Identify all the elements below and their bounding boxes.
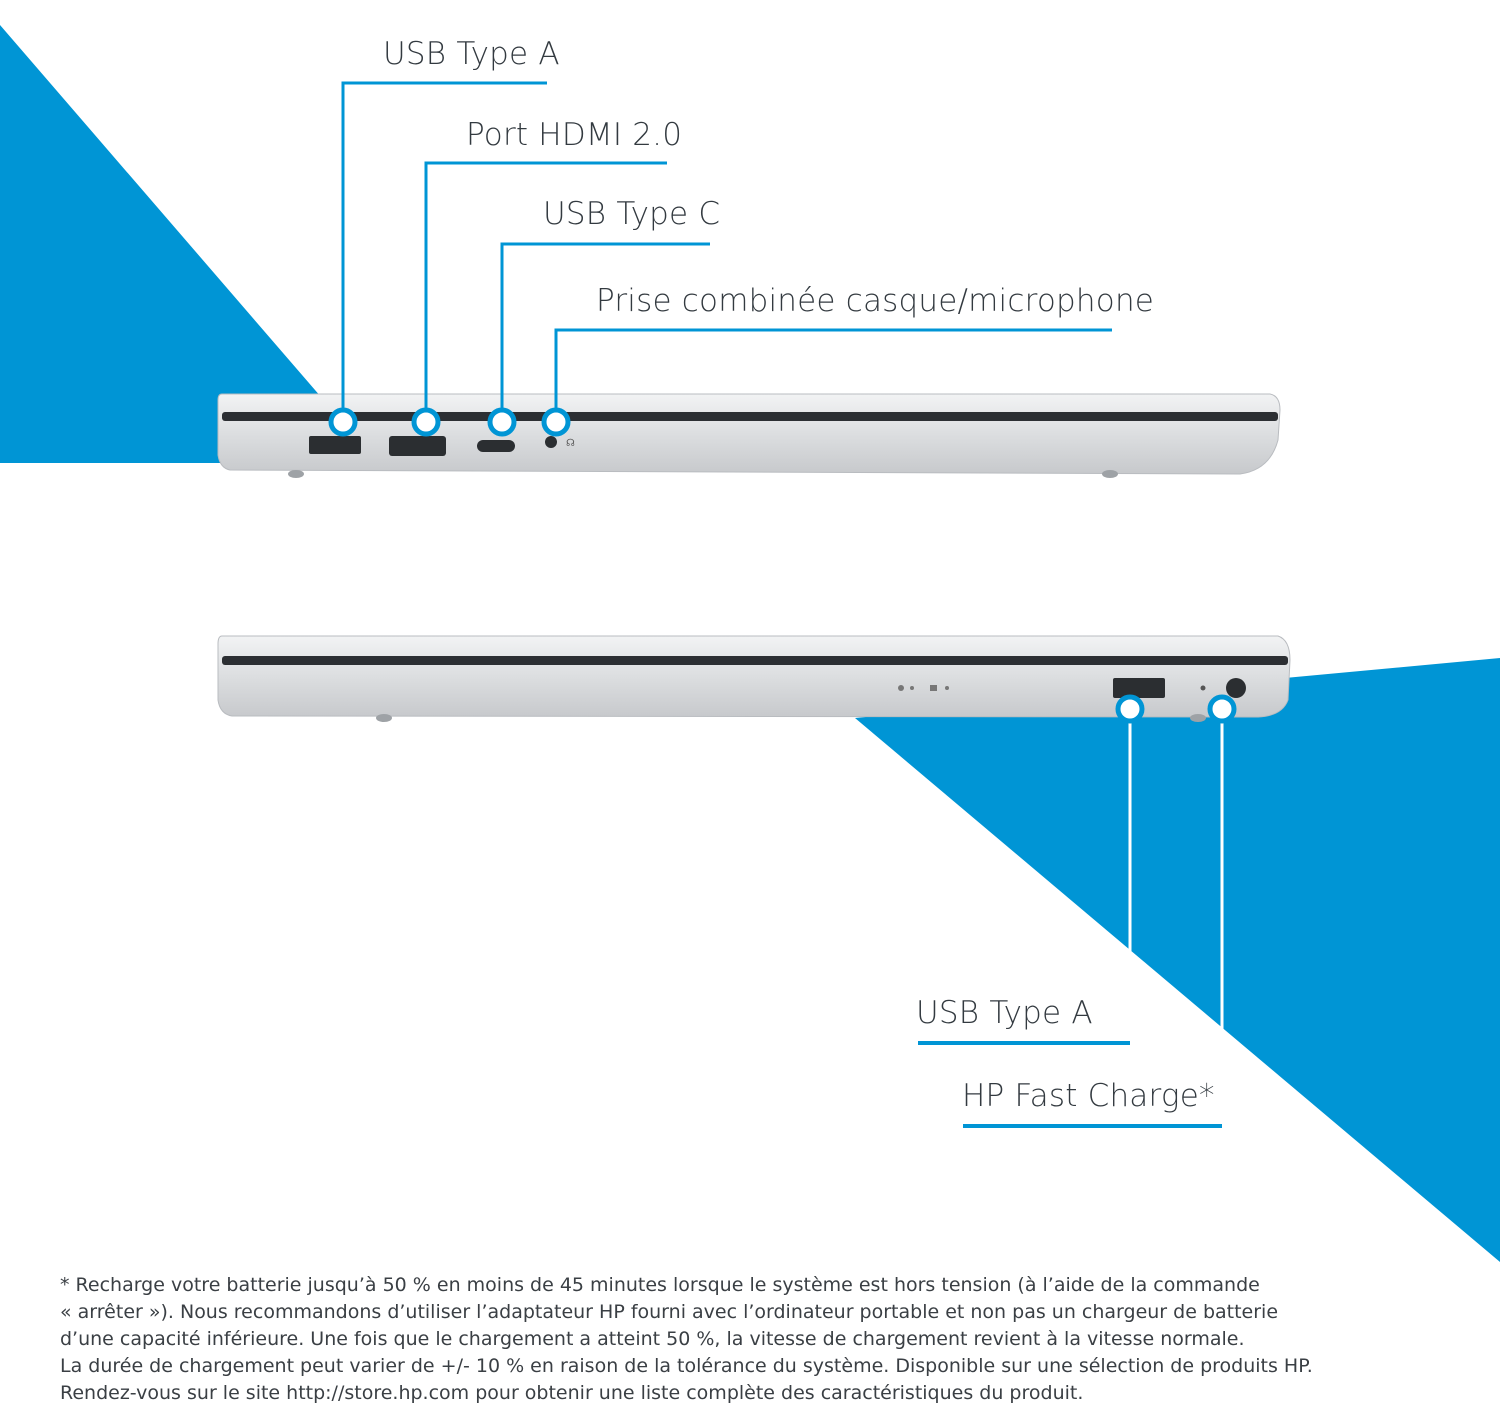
laptop-left-side xyxy=(218,394,1280,478)
audio-jack xyxy=(545,436,557,448)
callout-usb-type-a-right: USB Type A xyxy=(916,995,1093,1031)
footnote-line: « arrêter »). Nous recommandons d’utiliser l’adaptateur HP fourni avec l’ordinateur portable et non pas un chargeur de batterie xyxy=(60,1301,1279,1323)
callout-lines-top xyxy=(343,83,1112,420)
power-jack xyxy=(1226,678,1246,698)
callout-audio-jack: Prise combinée casque/microphone xyxy=(596,283,1155,319)
callout-usb-type-c: USB Type C xyxy=(543,196,721,232)
footnote-line: d’une capacité inférieure. Une fois que le chargement a atteint 50 %, la vitesse de chargement revient à la vitesse normale. xyxy=(60,1328,1245,1350)
hdmi-port xyxy=(389,436,446,456)
blue-band-bottom xyxy=(855,658,1500,1262)
callout-hp-fast-charge: HP Fast Charge* xyxy=(962,1078,1215,1114)
footnote-line: * Recharge votre batterie jusqu’à 50 % en moins de 45 minutes lorsque le système est hors tension (à l’aide de la commande xyxy=(60,1274,1260,1296)
svg-text:☊: ☊ xyxy=(566,438,575,449)
footnote-line: La durée de chargement peut varier de +/- 10 % en raison de la tolérance du système. Disponible sur une sélection de produits HP. xyxy=(60,1355,1313,1377)
footnote-line: Rendez-vous sur le site http://store.hp.com pour obtenir une liste complète des caractéristiques du produit. xyxy=(60,1382,1084,1404)
footnote xyxy=(60,1272,1480,1407)
callout-usb-type-a-left: USB Type A xyxy=(383,36,560,72)
usb-a-port xyxy=(309,436,361,454)
callout-hdmi-port: Port HDMI 2.0 xyxy=(466,117,683,153)
usb-c-port xyxy=(477,440,515,452)
usb-a-port-right xyxy=(1113,678,1165,698)
